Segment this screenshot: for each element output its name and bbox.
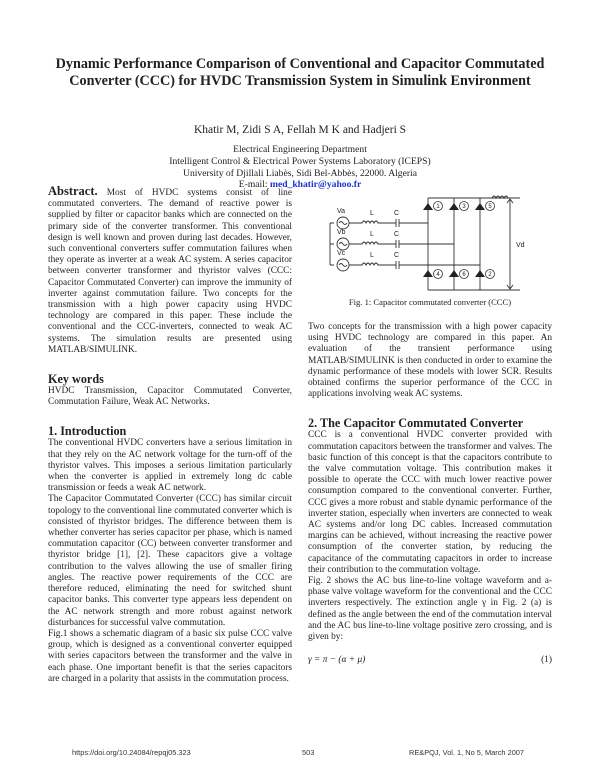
label-c: C [394,210,400,217]
valve-label: 3 [462,204,466,210]
keywords-text: HVDC Transmission, Capacitor Commutated Converter, Commutation Failure, Weak AC Networks. [48,386,292,408]
label-c: C [394,231,400,238]
label-va: Va [337,208,346,215]
footer-page-number: 503 [302,748,315,757]
email-label: E-mail: [238,179,268,191]
laboratory: Intelligent Control & Electrical Power Systems Laboratory (ICEPS) [169,155,431,167]
ccc-circuit-diagram [310,190,550,295]
abstract [48,186,292,356]
label-vb: Vb [337,229,346,236]
valve-label: 6 [462,272,466,278]
authors: Khatir M, Zidi S A, Fellah M K and Hadjeri S [193,124,407,136]
paragraph: The conventional HVDC converters have a serious limitation in that they rely on the AC network voltage for the turn-off of the thyristor valves. This imposes a serious limitation particularly when the converter is applied in extremely long dc cable transmission or feeds a weak AC network. [48,438,292,494]
paragraph: Two concepts for the transmission with a high power capacity using HVDC technology are compared in this paper. An evaluation of the transient performance using MATLAB/SIMULINK is then conducted in order to examine the dynamic performance of these models with lower SCR. Results obtained confirms the superior performance of the CCC in applications involving weak AC systems. [308,322,552,400]
figure-caption: Fig. 1: Capacitor commutated converter (CCC) [348,297,512,307]
paragraph: The Capacitor Commutated Converter (CCC) has similar circuit topology to the conventional line commutated converter which is consisted of thyristor bridges. The difference between them is whether converter has series capacitor per phase, which is named commutation capacitor (CC) between converter transformer and thyristor bridge [1], [2]. These capacitors give a voltage contribution to the valves allowing the use of smaller firing angles. The reactive power requirements of the CCC are therefore reduced, eliminating the need for switched shunt capacitor banks. This converter type appears less dependent on the AC network strength and more robust against network disturbances for successful valve commutation. [48,494,292,628]
footer-doi[interactable]: https://doi.org/10.24084/repqj05.323 [72,748,191,757]
label-l: L [370,252,374,259]
department: Electrical Engineering Department [233,144,367,155]
valve-label: 5 [488,204,492,210]
equation-1 [308,655,552,666]
keywords-heading: Key words [48,372,104,387]
valve-label: 1 [436,204,440,210]
introduction-heading: 1. Introduction [48,424,127,439]
paragraph: Fig.1 shows a schematic diagram of a basic six pulse CCC valve group, which is designed as a conventional converter equipped with series capacitors between the transformer and the valve in each phase. One important benefit is that the series capacitors are charged in a polarity that assists in the commutation process. [48,628,292,684]
paragraph: CCC is a conventional HVDC converter provided with commutation capacitors between the transformer and valves. The basic function of this concept is that the capacitors contribute to the valve commutation voltage. This contribution makes it possible to operate the CCC with much lower reactive power consumption compared to the conventional converter. Further, CCC gives a more robust and stable dynamic performance of the inverter station, especially when inverters are connected to weak AC systems and/or long DC cables. Increased commutation margins can be achieved, without increasing the reactive power consumption of the converter station, by reducing the capacitance of the commutating capacitors in order to increase their contribution to the commutation voltage. [308,430,552,575]
equation-number: (1) [541,655,552,666]
label-c: C [394,252,400,259]
right-column [308,322,552,666]
left-column [48,186,292,685]
equation: γ = π − (α + μ) [308,655,366,666]
label-l: L [370,210,374,217]
abstract-text: Most of HVDC systems consist of line commutated converters. The demand of reactive power is supplied by filter or capacitor banks which are connected on the primary side of the converter transformer. This conventional design is well known and proven during last decades. However, such conventional converters suffer commutation failures when they operate as inverter at a weak AC system. A series capacitor between converter transformer and thyristor valves (CCC: Capacitor Commutated Converter) can improve the immunity of inverter against commutation failure. Two concepts for the transmission with a high power capacity using HVDC technology are compared in this paper. These include the conventional and the CCC-inverters, connected to weak AC systems. The simulation results are presented using MATLAB/SIMULINK. [48,188,292,355]
phase-a [337,217,428,229]
paragraph: Fig. 2 shows the AC bus line-to-line voltage waveform and a-phase valve voltage waveform for the conventional and the CCC inverters respectively. The extinction angle γ in Fig. 2 (a) is defined as the angle between the end of the commutation interval and the AC bus line-to-line voltage positive zero crossing, and is given by: [308,576,552,643]
valve-label: 4 [436,272,440,278]
label-vc: Vc [337,250,346,257]
abstract-heading: Abstract. [48,184,98,198]
phase-c [337,259,480,271]
email-link[interactable]: med_khatir@yahoo.fr [269,179,362,191]
valve-label: 2 [488,272,492,278]
section-2-heading: 2. The Capacitor Commutated Converter [308,416,524,431]
footer-journal: RE&PQJ, Vol. 1, No 5, March 2007 [409,748,525,757]
label-l: L [370,231,374,238]
paper-title: Dynamic Performance Comparison of Conventional and Capacitor Commutated Converter (CCC) for HVDC Transmission System in Simulink Environment [55,56,545,89]
phase-b [337,238,454,250]
label-vd: Vd [516,242,525,249]
university: University of Djillali Liabès, Sidi Bel-Abbès, 22000. Algeria [183,167,417,179]
